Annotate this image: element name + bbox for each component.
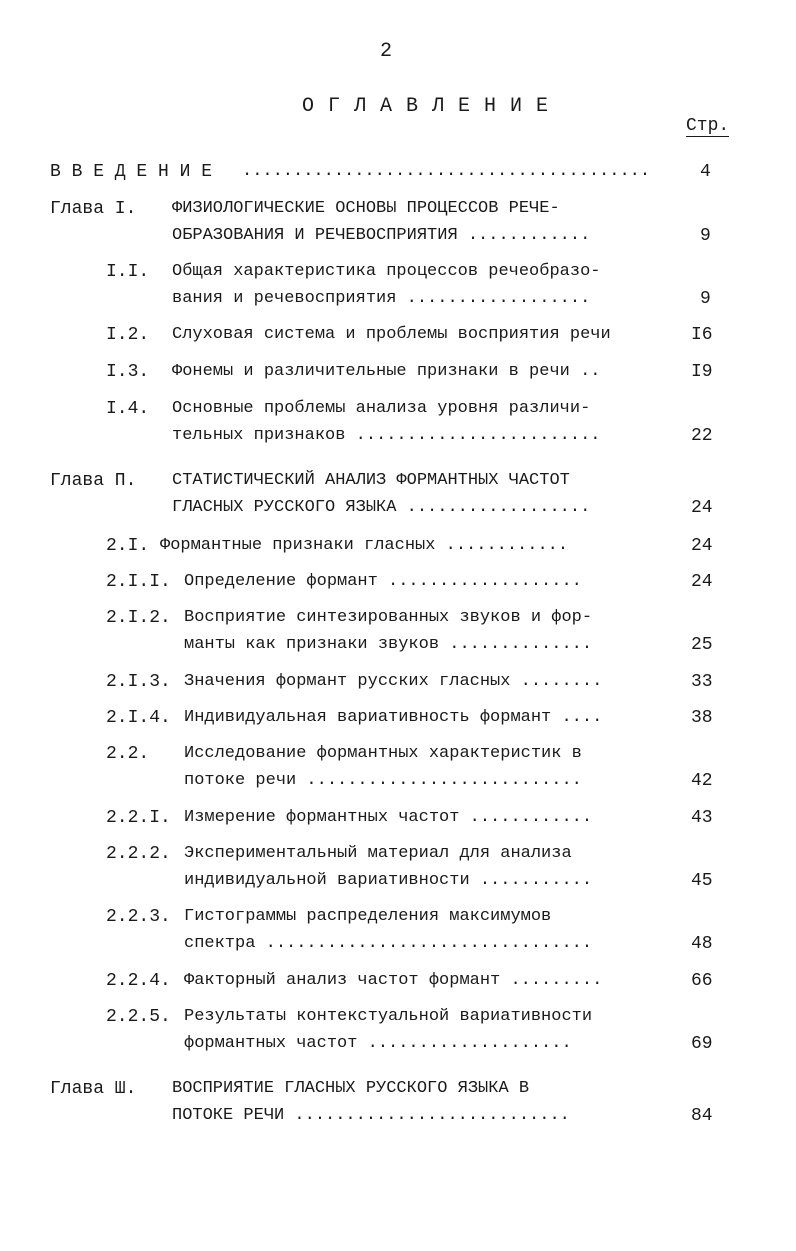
- toc-entry-label: Глава I.: [50, 199, 137, 219]
- toc-entry-page: 42: [691, 771, 713, 791]
- toc-entry-line1: ВОСПРИЯТИЕ ГЛАСНЫХ РУССКОГО ЯЗЫКА В: [172, 1079, 530, 1098]
- toc-entry-page: 24: [691, 572, 713, 592]
- toc-entry-line2: вания и речевосприятия ..................: [172, 289, 591, 308]
- toc-entry-page: I9: [691, 362, 713, 382]
- toc-entry-label: 2.I.3.: [106, 672, 171, 692]
- toc-entry-page: 25: [691, 635, 713, 655]
- toc-entry-line1: Результаты контекстуальной вариативности: [184, 1007, 593, 1026]
- toc-entry-line1: Гистограммы распределения максимумов: [184, 907, 552, 926]
- toc-entry-page: 9: [700, 226, 711, 246]
- toc-entry-label: 2.2.2.: [106, 844, 171, 864]
- toc-entry-page: 24: [691, 536, 713, 556]
- toc-entry-line1: Исследование формантных характеристик в: [184, 744, 582, 763]
- toc-entry-page: 84: [691, 1106, 713, 1126]
- toc-entry-line1: Слуховая система и проблемы восприятия речи: [172, 325, 611, 344]
- toc-entry-label: 2.I.I.: [106, 572, 171, 592]
- toc-entry-line1: Основные проблемы анализа уровня различи-: [172, 399, 591, 418]
- toc-entry-label: 2.2.5.: [106, 1007, 171, 1027]
- toc-entry-line1: Экспериментальный материал для анализа: [184, 844, 572, 863]
- toc-entry-line2: ГЛАСНЫХ РУССКОГО ЯЗЫКА ..................: [172, 498, 591, 517]
- toc-title: О Г Л А В Л Е Н И Е: [302, 95, 550, 118]
- toc-entry-label: 2.I.: [106, 536, 150, 556]
- toc-entry-label: I.4.: [106, 399, 150, 419]
- toc-entry-page: 38: [691, 708, 713, 728]
- toc-entry-line2: спектра ................................: [184, 934, 593, 953]
- toc-intro-page: 4: [700, 162, 711, 182]
- toc-entry-page: 43: [691, 808, 713, 828]
- toc-entry-label: Глава П.: [50, 471, 137, 491]
- toc-entry-label: 2.2.: [106, 744, 150, 764]
- toc-entry-page: 66: [691, 971, 713, 991]
- toc-entry-line1: Измерение формантных частот ............: [184, 808, 593, 827]
- toc-entry-line2: формантных частот ....................: [184, 1034, 572, 1053]
- toc-intro-dots: ........................................: [242, 162, 651, 181]
- toc-entry-line2: индивидуальной вариативности ...........: [184, 871, 593, 890]
- toc-entry-line1: Значения формант русских гласных ........: [184, 672, 603, 691]
- toc-entry-line1: СТАТИСТИЧЕСКИЙ АНАЛИЗ ФОРМАНТНЫХ ЧАСТОТ: [172, 471, 570, 490]
- toc-entry-label: 2.I.2.: [106, 608, 171, 628]
- toc-entry-line2: манты как признаки звуков ..............: [184, 635, 593, 654]
- toc-entry-line2: ОБРАЗОВАНИЯ И РЕЧЕВОСПРИЯТИЯ ............: [172, 226, 591, 245]
- page-column-header: Стр.: [686, 116, 730, 136]
- page-number: 2: [380, 40, 393, 63]
- toc-entry-line1: Фонемы и различительные признаки в речи ..: [172, 362, 601, 381]
- toc-entry-line2: тельных признаков ........................: [172, 426, 601, 445]
- toc-entry-page: 33: [691, 672, 713, 692]
- toc-entry-label: I.I.: [106, 262, 150, 282]
- toc-entry-line1: Общая характеристика процессов речеобразо-: [172, 262, 601, 281]
- toc-entry-line1: Индивидуальная вариативность формант ....: [184, 708, 603, 727]
- toc-entry-label: 2.2.I.: [106, 808, 171, 828]
- toc-entry-line2: ПОТОКЕ РЕЧИ ...........................: [172, 1106, 570, 1125]
- toc-entry-label: I.3.: [106, 362, 150, 382]
- toc-entry-page: 45: [691, 871, 713, 891]
- toc-entry-line1: Факторный анализ частот формант .........: [184, 971, 603, 990]
- toc-entry-line1: Определение формант ...................: [184, 572, 582, 591]
- toc-entry-page: 24: [691, 498, 713, 518]
- toc-entry-label: 2.2.3.: [106, 907, 171, 927]
- toc-entry-page: 48: [691, 934, 713, 954]
- toc-entry-page: 9: [700, 289, 711, 309]
- toc-entry-label: Глава Ш.: [50, 1079, 137, 1099]
- toc-entry-label: I.2.: [106, 325, 150, 345]
- toc-entry-page: I6: [691, 325, 713, 345]
- toc-entry-page: 69: [691, 1034, 713, 1054]
- toc-entry-line1: Формантные признаки гласных ............: [160, 536, 569, 555]
- toc-entry-page: 22: [691, 426, 713, 446]
- toc-entry-label: 2.2.4.: [106, 971, 171, 991]
- toc-entry-line1: Восприятие синтезированных звуков и фор-: [184, 608, 593, 627]
- toc-entry-line1: ФИЗИОЛОГИЧЕСКИЕ ОСНОВЫ ПРОЦЕССОВ РЕЧЕ-: [172, 199, 560, 218]
- toc-intro-label: В В Е Д Е Н И Е: [50, 162, 213, 182]
- toc-entry-label: 2.I.4.: [106, 708, 171, 728]
- toc-entry-line2: потоке речи ...........................: [184, 771, 582, 790]
